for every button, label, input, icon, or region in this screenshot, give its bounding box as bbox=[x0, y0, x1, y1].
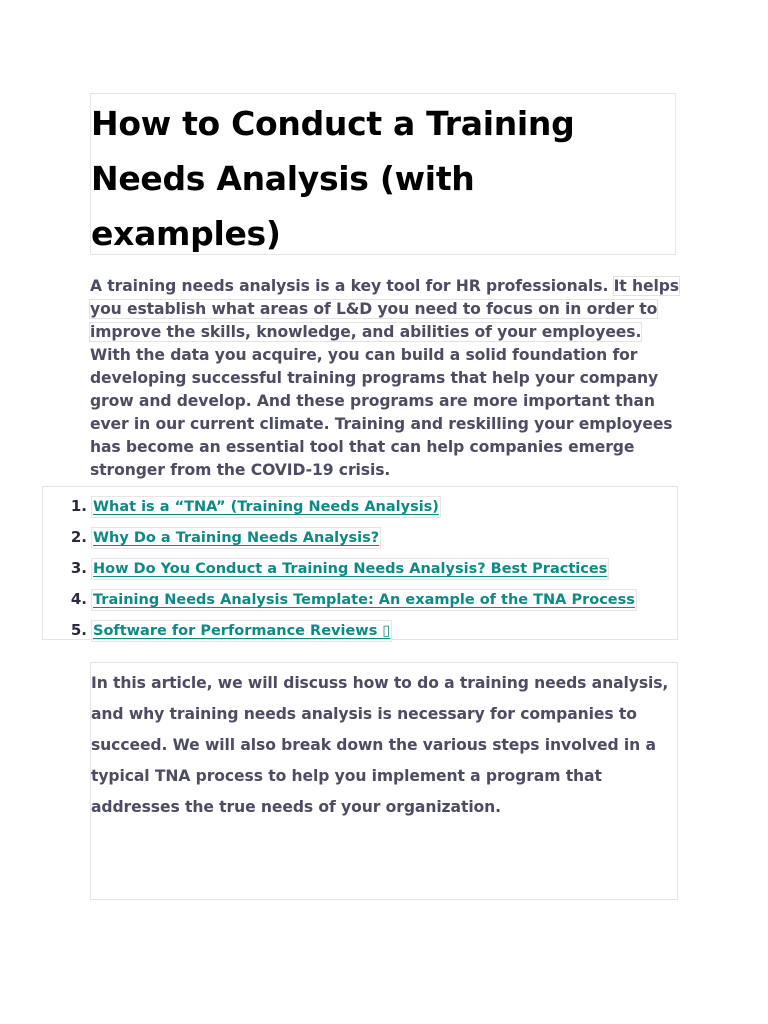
article-paragraph: In this article, we will discuss how to do a training needs analysis, and why training needs analysis is necessary for companies to succeed. We will also break down the various steps involved in a typical TNA process to help you implement a program that addresses the true needs of your organization. bbox=[91, 674, 669, 816]
toc-link-what-is-tna[interactable]: What is a “TNA” (Training Needs Analysis) bbox=[91, 496, 441, 518]
toc-number: 4. bbox=[70, 590, 87, 608]
intro-sentence-2: It helps you establish what areas of L&D you need to focus on in order to improve the skills, knowledge, and abilities of your employees. bbox=[90, 277, 679, 341]
toc-link-why-tna[interactable]: Why Do a Training Needs Analysis? bbox=[91, 527, 381, 549]
toc-number: 1. bbox=[70, 497, 87, 515]
intro-block bbox=[90, 275, 680, 482]
toc-item-5 bbox=[43, 615, 637, 646]
toc-link-template[interactable]: Training Needs Analysis Template: An example of the TNA Process bbox=[91, 589, 637, 611]
toc-number: 5. bbox=[70, 621, 87, 639]
toc-item-1 bbox=[43, 491, 637, 522]
toc-link-how-conduct[interactable]: How Do You Conduct a Training Needs Analysis? Best Practices bbox=[91, 558, 609, 580]
toc-item-3 bbox=[43, 553, 637, 584]
toc-item-4 bbox=[43, 584, 637, 615]
intro-sentence-3: With the data you acquire, you can build a solid foundation for developing successful training programs that help your company grow and develop. And these programs are more important than ever in our current climate. Training and reskilling your employees has become an essential tool that can help companies emerge stronger from the COVID-19 crisis. bbox=[90, 346, 673, 479]
intro-paragraph bbox=[90, 275, 680, 482]
intro-sentence-1: A training needs analysis is a key tool for HR professionals. bbox=[90, 277, 614, 295]
article-intro-block bbox=[90, 662, 678, 900]
table-of-contents bbox=[42, 486, 678, 640]
toc-number: 2. bbox=[70, 528, 87, 546]
toc-list bbox=[43, 491, 637, 646]
title-block bbox=[90, 93, 676, 255]
toc-number: 3. bbox=[70, 559, 87, 577]
toc-item-2 bbox=[43, 522, 637, 553]
page-title: How to Conduct a Training Needs Analysis (with examples) bbox=[91, 104, 575, 253]
toc-link-software[interactable]: Software for Performance Reviews ▯ bbox=[91, 620, 392, 642]
